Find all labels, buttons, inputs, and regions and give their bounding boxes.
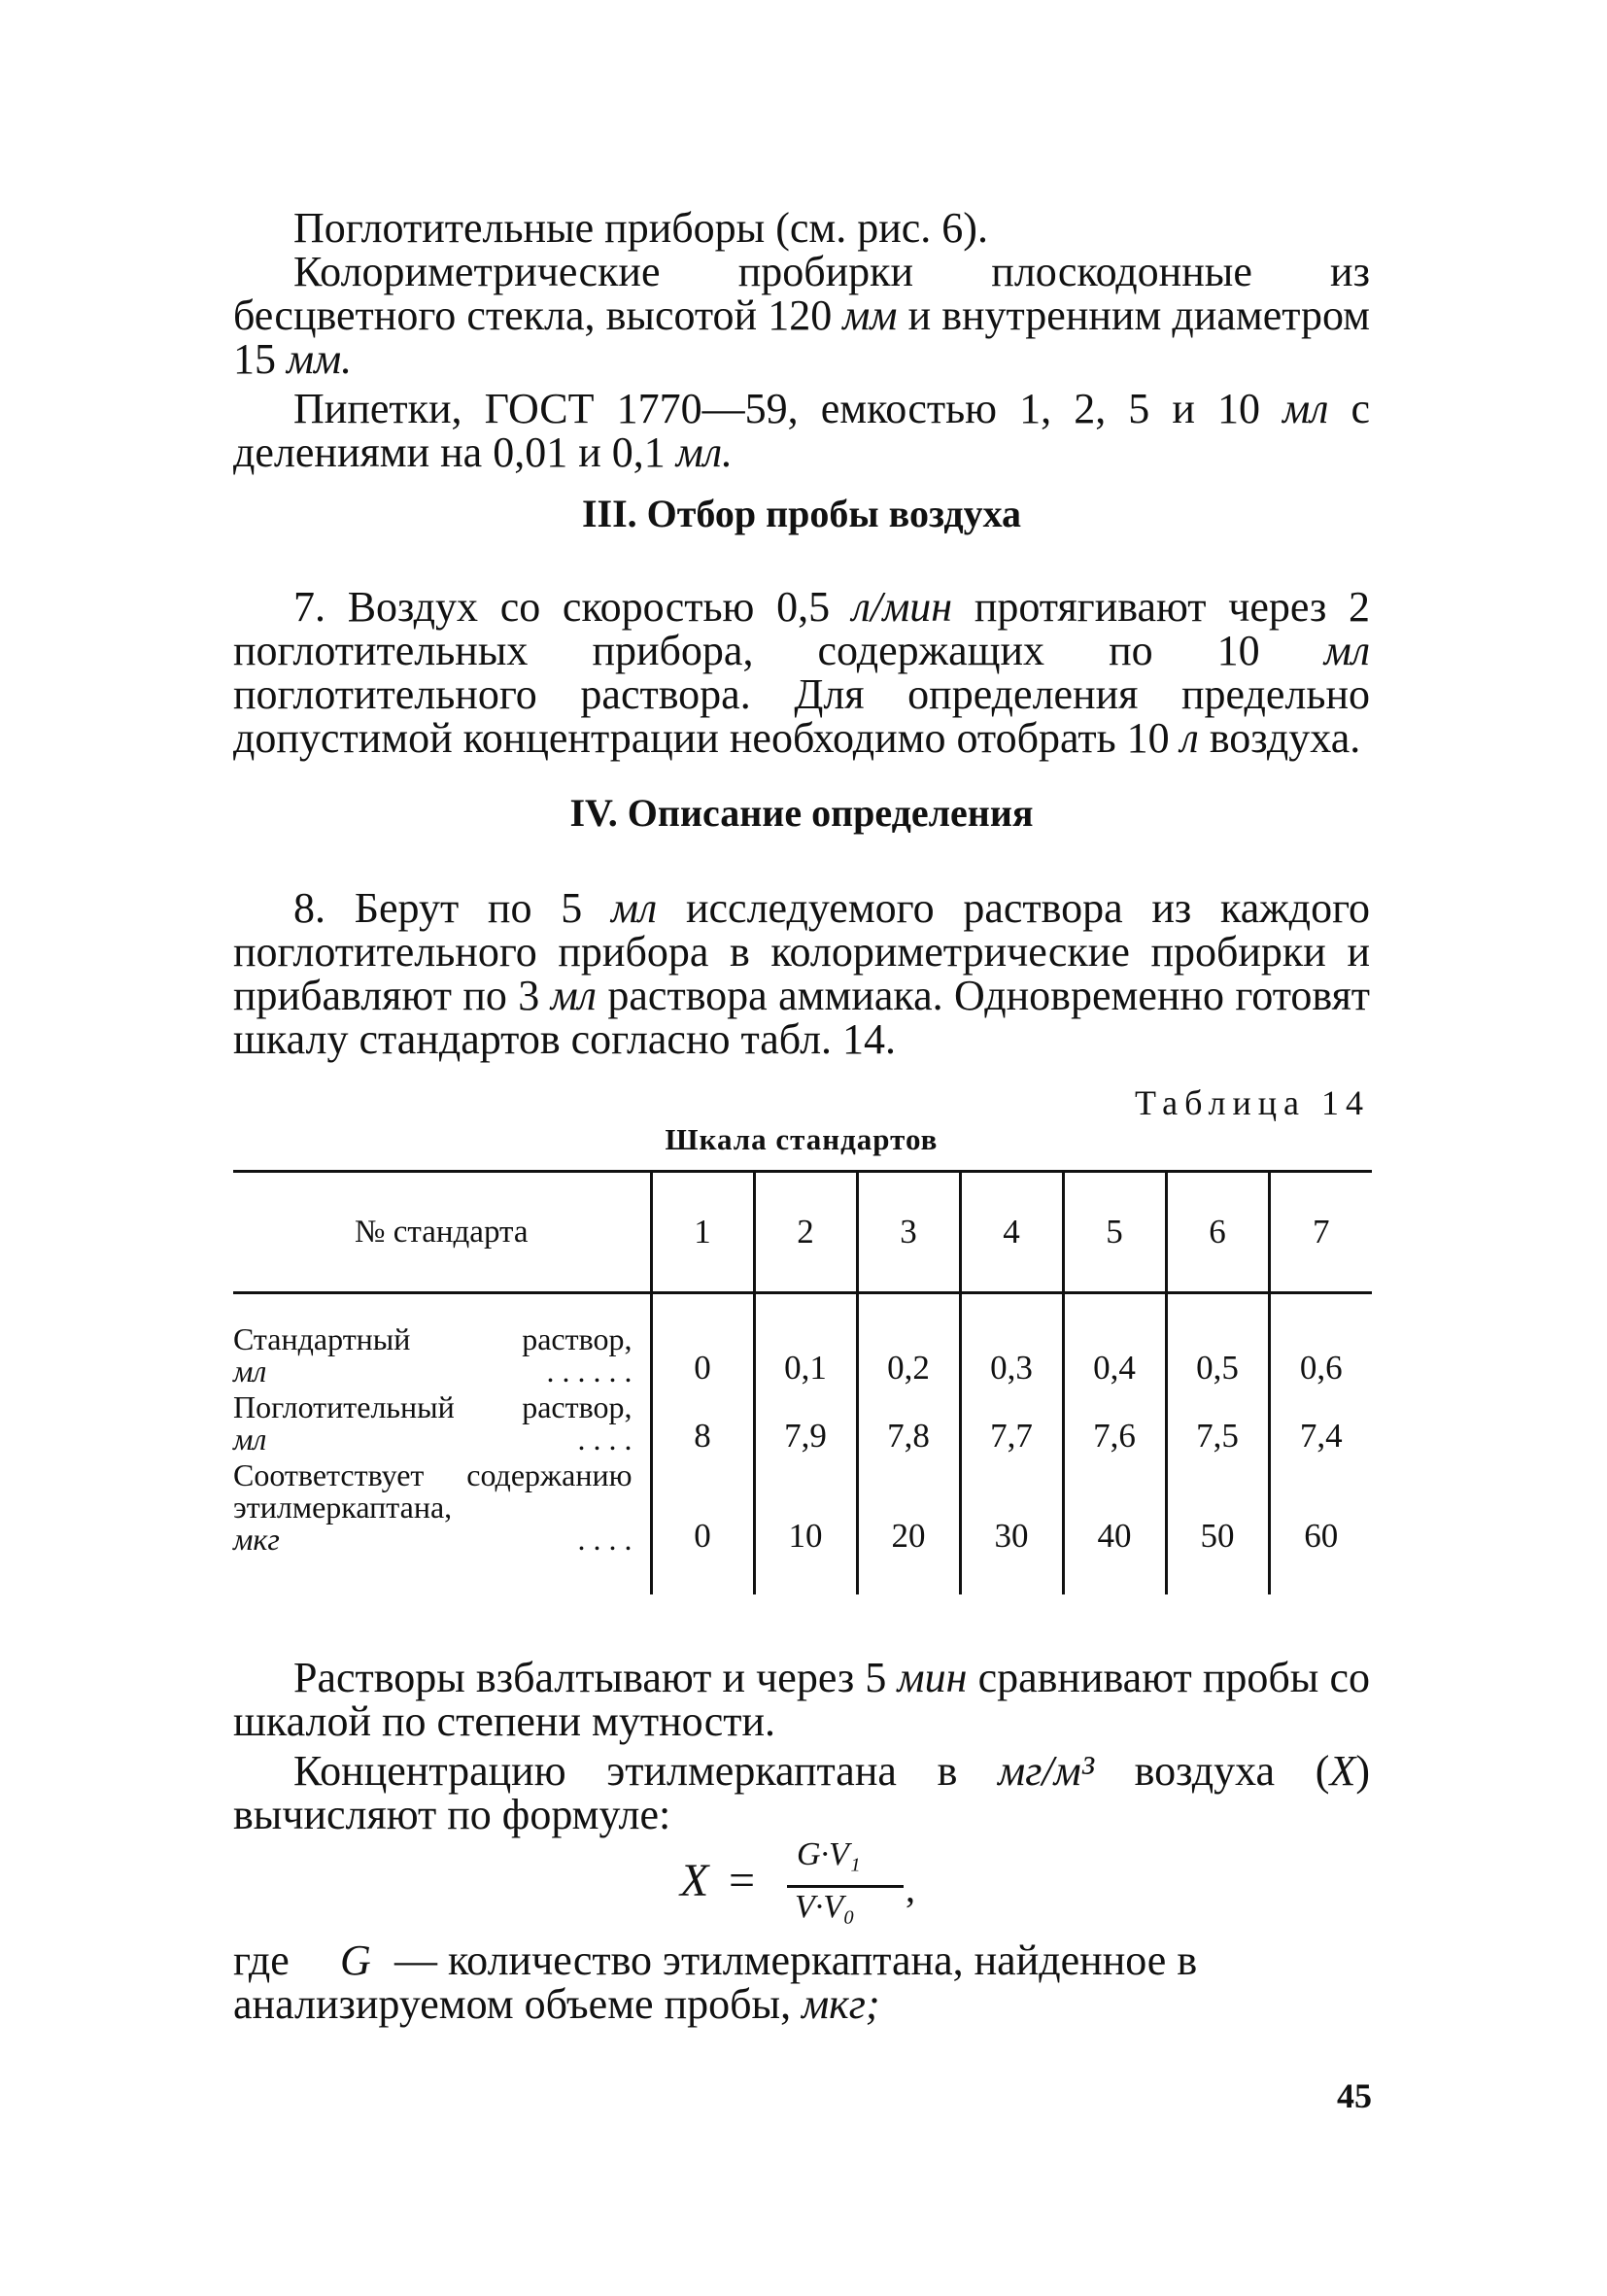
formula-lhs: X [680, 1855, 709, 1906]
table-header-cell: 1 [651, 1172, 754, 1293]
formula-comma: , [906, 1867, 915, 1910]
table-header-cell: 6 [1166, 1172, 1269, 1293]
table-cell: 8 [651, 1391, 754, 1459]
table-cell: 7,4 [1269, 1391, 1372, 1459]
table-cell: 7,5 [1166, 1391, 1269, 1459]
paragraph-sampling: 7. Воздух со скоростью 0,5 л/мин протягивают через 2 поглотительных прибора, содержащих по 10 мл поглотительного раствора. Для определения предельно допустимой концентрации необходимо отобрать 10 л воздуха. [233, 583, 1371, 762]
table-cell: 7,7 [960, 1391, 1063, 1459]
procedure-section [233, 886, 1370, 1061]
paragraph-procedure: 8. Берут по 5 мл исследуемого раствора из каждого поглотительного прибора в колориметрические пробирки и прибавляют по 3 мл раствора аммиака. Одновременно готовят шкалу стандартов согласно табл. 14. [233, 884, 1371, 1063]
paragraph-tubes: Колориметрические пробирки плоскодонные из бесцветного стекла, высотой 120 мм и внутренним диаметром 15 мм. [233, 248, 1371, 383]
table-cell: 50 [1166, 1459, 1269, 1594]
paragraph-comparison: Растворы взбалтывают и через 5 мин сравнивают пробы со шкалой по степени мутности. [233, 1654, 1371, 1745]
page-number: 45 [1337, 2076, 1372, 2115]
where-word: где [233, 1936, 290, 1984]
paragraph-concentration: Концентрацию этилмеркаптана в мг/м³ воздуха (X) вычисляют по формуле: [233, 1747, 1371, 1838]
paragraph-pipettes: Пипетки, ГОСТ 1770—59, емкостью 1, 2, 5 и 10 мл с делениями на 0,01 и 0,1 мл. [233, 385, 1370, 476]
row-label: Соответствует содержанию этилмеркаптана, мкг . . . . [233, 1457, 633, 1557]
sampling-section [233, 585, 1370, 760]
table-row [233, 1293, 1372, 1392]
table-cell: 0,1 [754, 1293, 857, 1392]
where-text: — количество этилмеркаптана, найденное в анализируемом объеме пробы, [233, 1936, 1198, 2028]
formula-equals: = [729, 1855, 756, 1906]
table-header-row [233, 1172, 1372, 1293]
table-cell: 0 [651, 1459, 754, 1594]
table-caption: Таблица 14 [1135, 1083, 1370, 1122]
table-header-cell: 3 [857, 1172, 960, 1293]
table-cell: 7,8 [857, 1391, 960, 1459]
where-unit: мкг; [802, 1980, 880, 2028]
table-cell: 7,6 [1063, 1391, 1166, 1459]
table-row [233, 1459, 1372, 1594]
table-title: Шкала стандартов [665, 1122, 939, 1156]
table-header-cell: 4 [960, 1172, 1063, 1293]
concentration-formula [680, 1827, 933, 1934]
table-header-cell: 5 [1063, 1172, 1166, 1293]
formula-legend [233, 1938, 1370, 2026]
formula-numerator: G·V₁ [797, 1836, 861, 1872]
table-cell: 0,4 [1063, 1293, 1166, 1392]
table-cell: 40 [1063, 1459, 1166, 1594]
where-symbol: G [340, 1936, 371, 1984]
table-header-label: № стандарта [233, 1172, 651, 1293]
table-cell: 30 [960, 1459, 1063, 1594]
section-heading-procedure: IV. Описание определения [569, 791, 1034, 835]
row-label: Поглотительный раствор, мл . . . . [233, 1389, 633, 1456]
table-cell: 0,2 [857, 1293, 960, 1392]
section-heading-sampling: III. Отбор пробы воздуха [581, 492, 1022, 535]
table-cell: 0 [651, 1293, 754, 1392]
table-cell: 10 [754, 1459, 857, 1594]
fraction-bar [787, 1885, 904, 1888]
row-label: Стандартный раствор, мл . . . . . . [233, 1321, 633, 1388]
table-cell: 60 [1269, 1459, 1372, 1594]
table-header-cell: 7 [1269, 1172, 1372, 1293]
table-cell: 0,3 [960, 1293, 1063, 1392]
formula-denominator: V·V₀ [795, 1889, 855, 1925]
table-cell: 0,5 [1166, 1293, 1269, 1392]
apparatus-list [233, 206, 1370, 474]
table-header-cell: 2 [754, 1172, 857, 1293]
table-cell: 0,6 [1269, 1293, 1372, 1392]
results-section [233, 1656, 1370, 1836]
table-row [233, 1391, 1372, 1459]
table-cell: 20 [857, 1459, 960, 1594]
paragraph-absorbers: Поглотительные приборы (см. рис. 6). [293, 204, 988, 252]
standards-table [233, 1170, 1372, 1594]
table-cell: 7,9 [754, 1391, 857, 1459]
